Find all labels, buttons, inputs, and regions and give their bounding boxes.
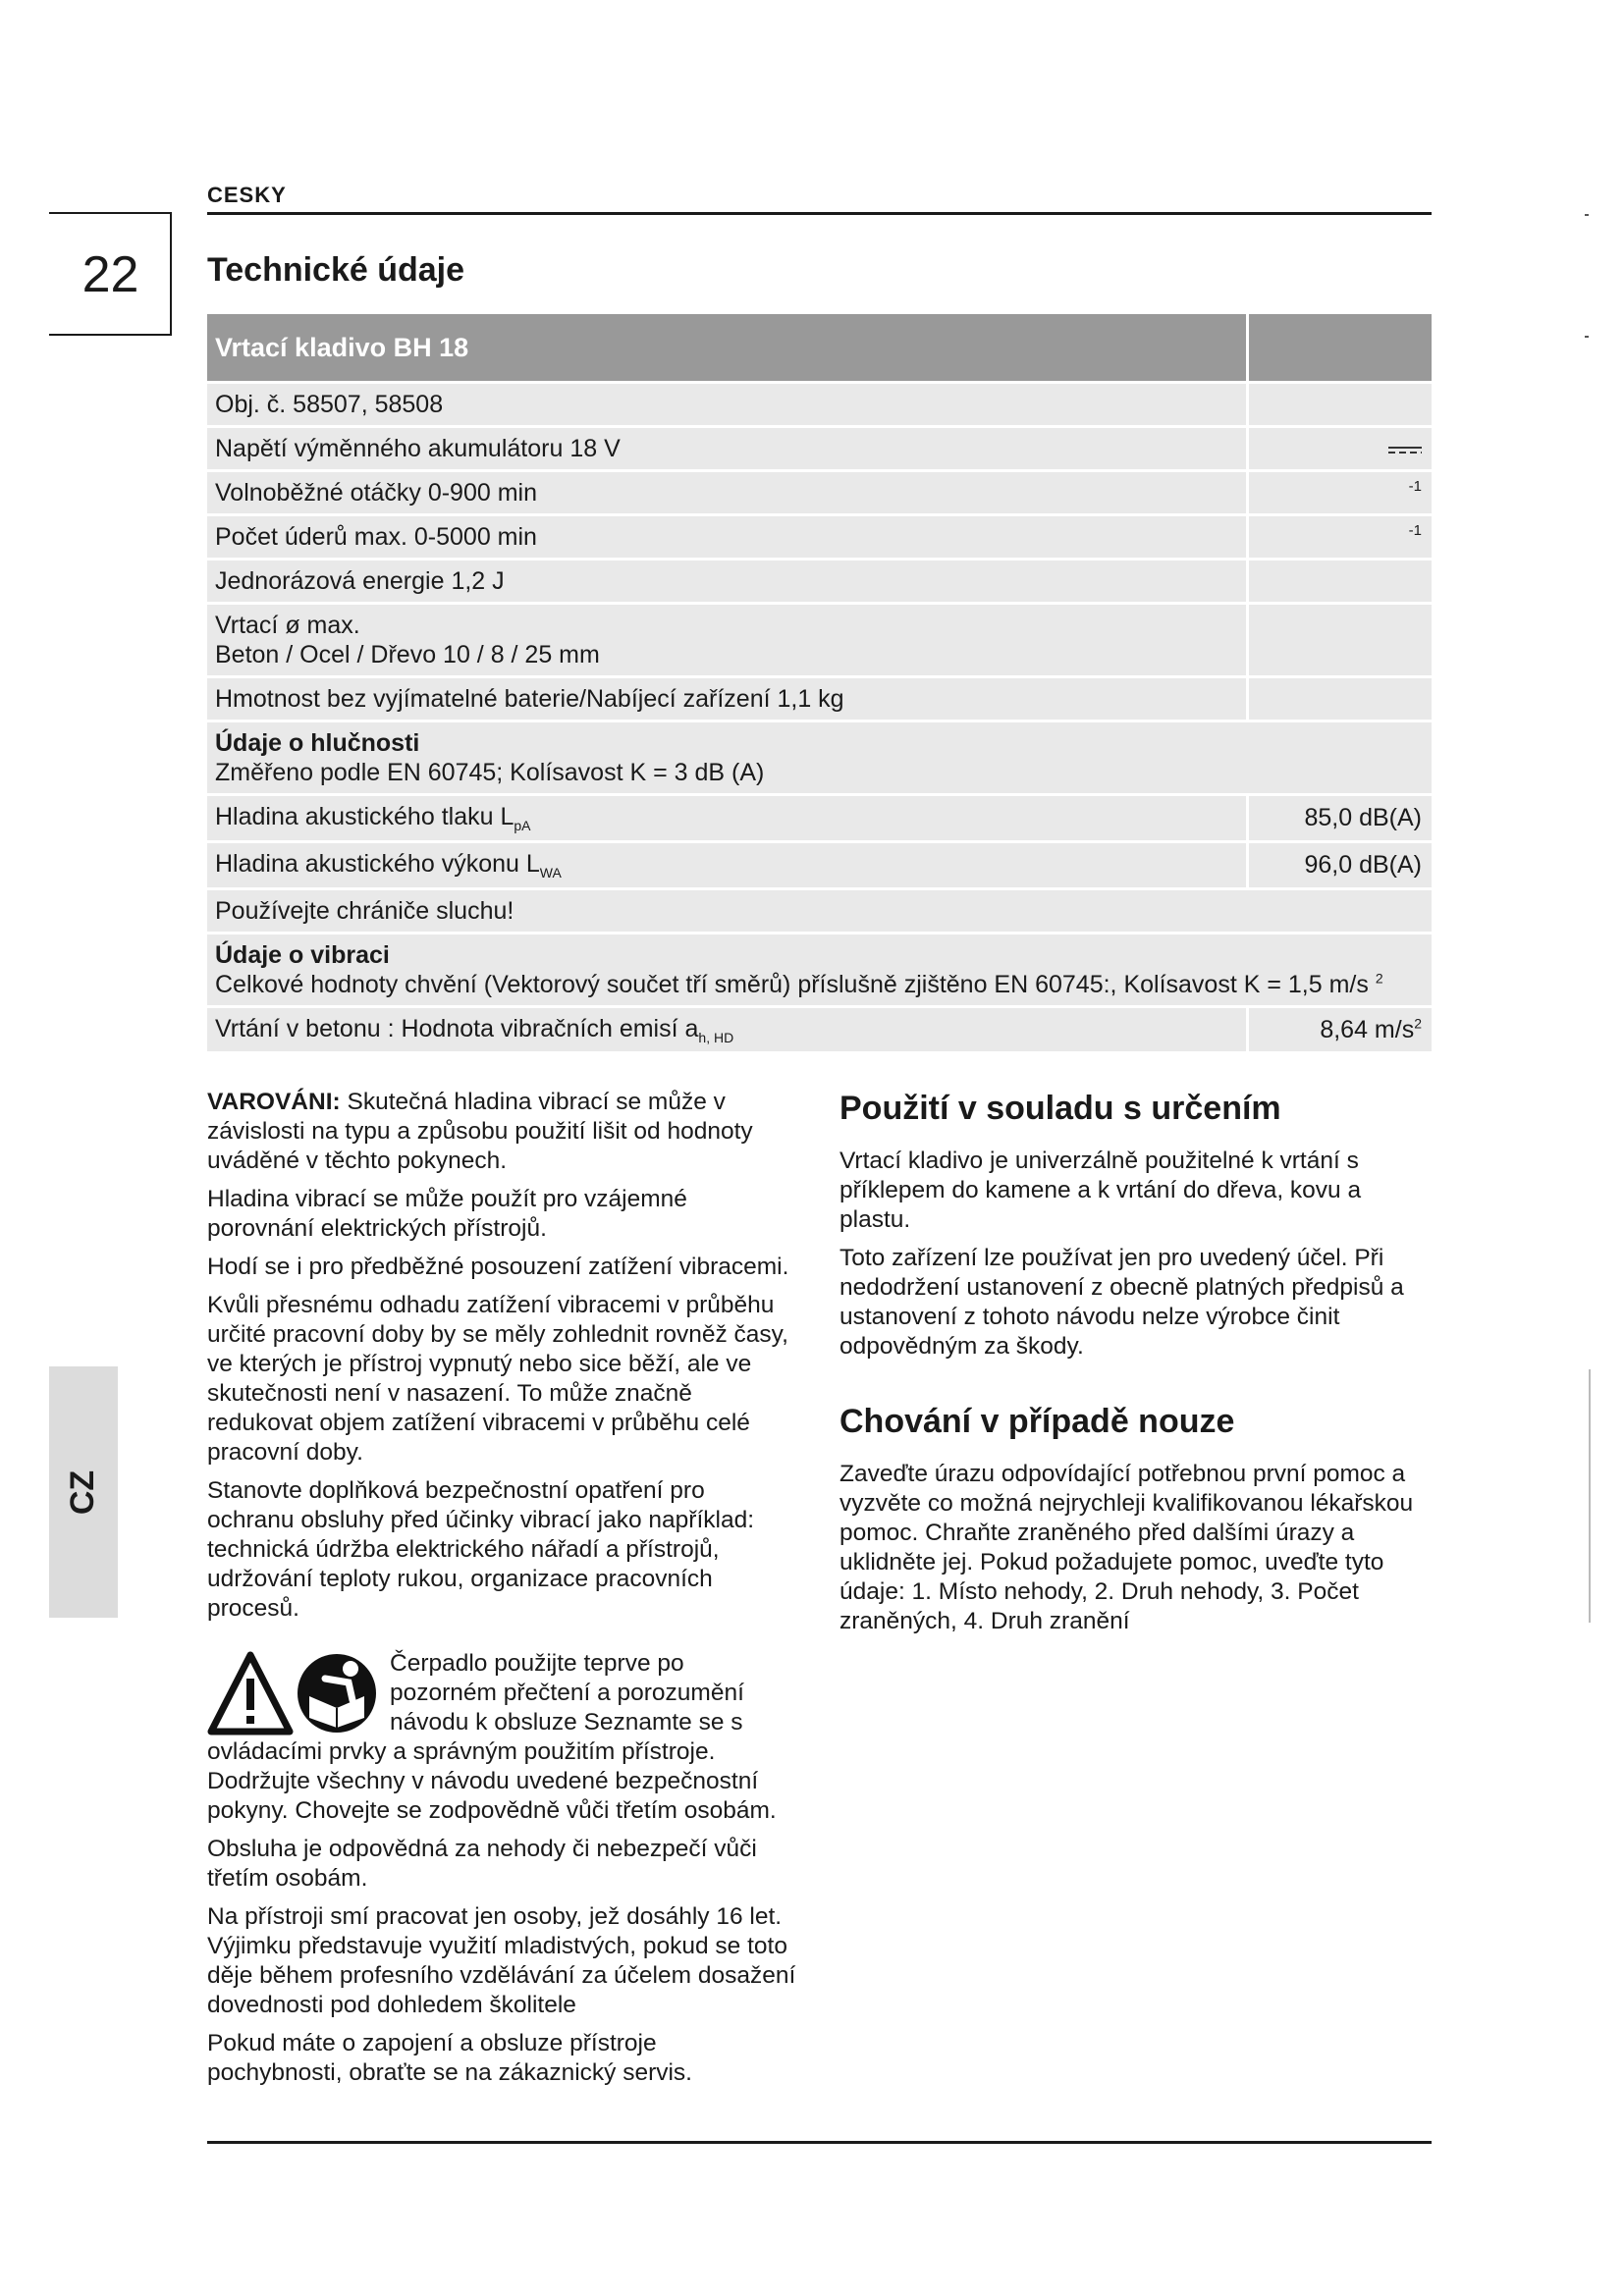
noise-title: Údaje o hlučnosti (215, 729, 420, 757)
vibration-total: Celkové hodnoty chvění (Vektorový součet tří směrů) příslušně zjištěno EN 60745:, Kolísavost K = 1,5 m/s $^2$ (215, 970, 1383, 998)
sound-pressure-value: 85,0 dB(A) (1247, 795, 1432, 842)
page-number: 22 (81, 246, 139, 303)
sound-pressure-label: Hladina akustického tlaku $L_{pA}$ (207, 795, 1247, 842)
impact-energy: Jednorázová energie 1,2 J (207, 560, 1247, 604)
paragraph: Obsluha je odpovědná za nehody či nebezpečí vůči třetím osobám. (207, 1836, 757, 1892)
drill-diameter-line2: Beton / Ocel / Dřevo 10 / 8 / 25 mm (215, 641, 600, 668)
right-column (839, 1088, 1435, 1645)
paragraph: Vrtací kladivo je univerzálně použitelné k vrtání s příklepem do kamene a k vrtání do dřeva, kovu a plastu. (839, 1148, 1362, 1233)
paragraph: Pokud máte o zapojení a obsluze přístroje pochybnosti, obraťte se na zákaznický servis. (207, 2030, 692, 2086)
sound-power-label: Hladina akustického výkonu $L_{WA}$ (207, 841, 1247, 888)
table-row (207, 427, 1432, 471)
vibration-title: Údaje o vibraci (215, 940, 390, 969)
table-row (207, 841, 1432, 888)
weight: Hmotnost bez vyjímatelné baterie/Nabíjecí zařízení 1,1 kg (207, 677, 1247, 721)
order-number: Obj. č. 58507, 58508 (207, 383, 1247, 427)
vibration-drilling-label: Vrtání v betonu : Hodnota vibračních emisí $a_{h, HD}$ (207, 1006, 1247, 1051)
table-row (207, 677, 1432, 721)
unit-exponent: -1 (1408, 522, 1422, 539)
header-rule (207, 212, 1432, 215)
vibration-section (207, 933, 1432, 1006)
dc-current-icon (1388, 447, 1422, 456)
side-tab-label: CZ (64, 1469, 102, 1515)
manual-warning-block (207, 1649, 796, 1826)
idle-speed: Volnoběžné otáčky 0-900 min (207, 471, 1247, 515)
table-header-row (207, 314, 1432, 383)
sound-power-value: 96,0 dB(A) (1247, 841, 1432, 888)
edge-tick (1585, 214, 1589, 216)
paragraph: Hladina vibrací se může použít pro vzájemné porovnání elektrických přístrojů. (207, 1186, 687, 1242)
warning-paragraph: VAROVÁNI: Skutečná hladina vibrací se může v závislosti na typu a způsobu použití lišit od hodnoty uváděné v těchto pokynech. (207, 1089, 753, 1174)
language-label: CESKY (207, 183, 287, 207)
warning-label: VAROVÁNI: (207, 1089, 341, 1115)
table-row (207, 471, 1432, 515)
paragraph: Stanovte doplňková bezpečnostní opatření pro ochranu obsluhy před účinky vibrací jako například: technická údržba elektrického nářadí a přístrojů, udržování teploty rukou, organizace pracovních procesů. (207, 1477, 755, 1622)
table-row (207, 515, 1432, 560)
language-side-tab (49, 1366, 118, 1618)
read-manual-icon (298, 1654, 376, 1733)
noise-measured: Změřeno podle EN 60745; Kolísavost K = 3 dB (A) (215, 759, 765, 786)
warning-icons (207, 1649, 382, 1737)
intended-use-heading: Použití v souladu s určením (839, 1090, 1281, 1127)
paragraph: Toto zařízení lze používat jen pro uvedený účel. Při nedodržení ustanovení z obecně platných předpisů a ustanovení z tohoto návodu nelze výrobce činit odpovědným za škody. (839, 1245, 1404, 1360)
battery-voltage: Napětí výměnného akumulátoru 18 V (207, 427, 1247, 471)
section-title: Technické údaje (207, 251, 465, 289)
paragraph: Zaveďte úrazu odpovídající potřebnou první pomoc a vyzvěte co možná nejrychleji kvalifikovanou lékařskou pomoc. Chraňte zraněného před dalšími úrazy a uklidněte jej. Pokud požadujete pomoc, uveďte tyto údaje: 1. Místo nehody, 2. Druh nehody, 3. Počet zraněných, 4. Druh zranění (839, 1461, 1414, 1634)
table-header: Vrtací kladivo BH 18 (207, 314, 1247, 383)
edge-tick (1585, 336, 1589, 338)
hearing-protection: Používejte chrániče sluchu! (207, 888, 1432, 933)
paragraph: Kvůli přesnému odhadu zatížení vibracemi v průběhu určité pracovní doby by se měly zohlednit rovněž časy, ve kterých je přístroj vypnutý nebo sice běží, ale ve skutečnosti není v nasazení. To může značně redukovat objem zatížení vibracemi v průběhu celé pracovní doby. (207, 1292, 788, 1466)
paragraph: Hodí se i pro předběžné posouzení zatížení vibracemi. (207, 1254, 789, 1280)
table-row (207, 604, 1432, 677)
emergency-heading: Chování v případě nouze (839, 1403, 1235, 1440)
table-row (207, 795, 1432, 842)
drill-diameter (207, 604, 1247, 677)
warning-triangle-icon (211, 1655, 290, 1732)
table-row (207, 383, 1432, 427)
paragraph: Čerpadlo použijte teprve po pozorném přečtení a porozumění návodu k obsluze Seznamte se s ovládacími prvky a správným použitím přístroje. Dodržujte všechny v návodu uvedené bezpečnostní pokyny. Chovejte se zodpovědně vůči třetím osobám. (207, 1650, 777, 1824)
noise-section (207, 721, 1432, 795)
paragraph: Na přístroji smí pracovat jen osoby, jež dosáhly 16 let. Výjimku představuje využití mladistvých, pokud se toto děje během profesního vzdělávání za účelem dosažení dovednosti pod dohledem školitele (207, 1903, 796, 2018)
table-row (207, 933, 1432, 1006)
unit-exponent: -1 (1408, 478, 1422, 495)
spec-table (207, 314, 1432, 1051)
left-column (207, 1088, 796, 2097)
edge-bar (1589, 1369, 1591, 1623)
vibration-drilling-value: 8,64 $m/s^2$ (1247, 1006, 1432, 1051)
table-row (207, 560, 1432, 604)
drill-diameter-line1: Vrtací ø max. (215, 612, 360, 639)
footer-rule (207, 2141, 1432, 2144)
impact-rate: Počet úderů max. 0-5000 min (207, 515, 1247, 560)
table-row (207, 1006, 1432, 1051)
table-row (207, 721, 1432, 795)
table-row (207, 888, 1432, 933)
